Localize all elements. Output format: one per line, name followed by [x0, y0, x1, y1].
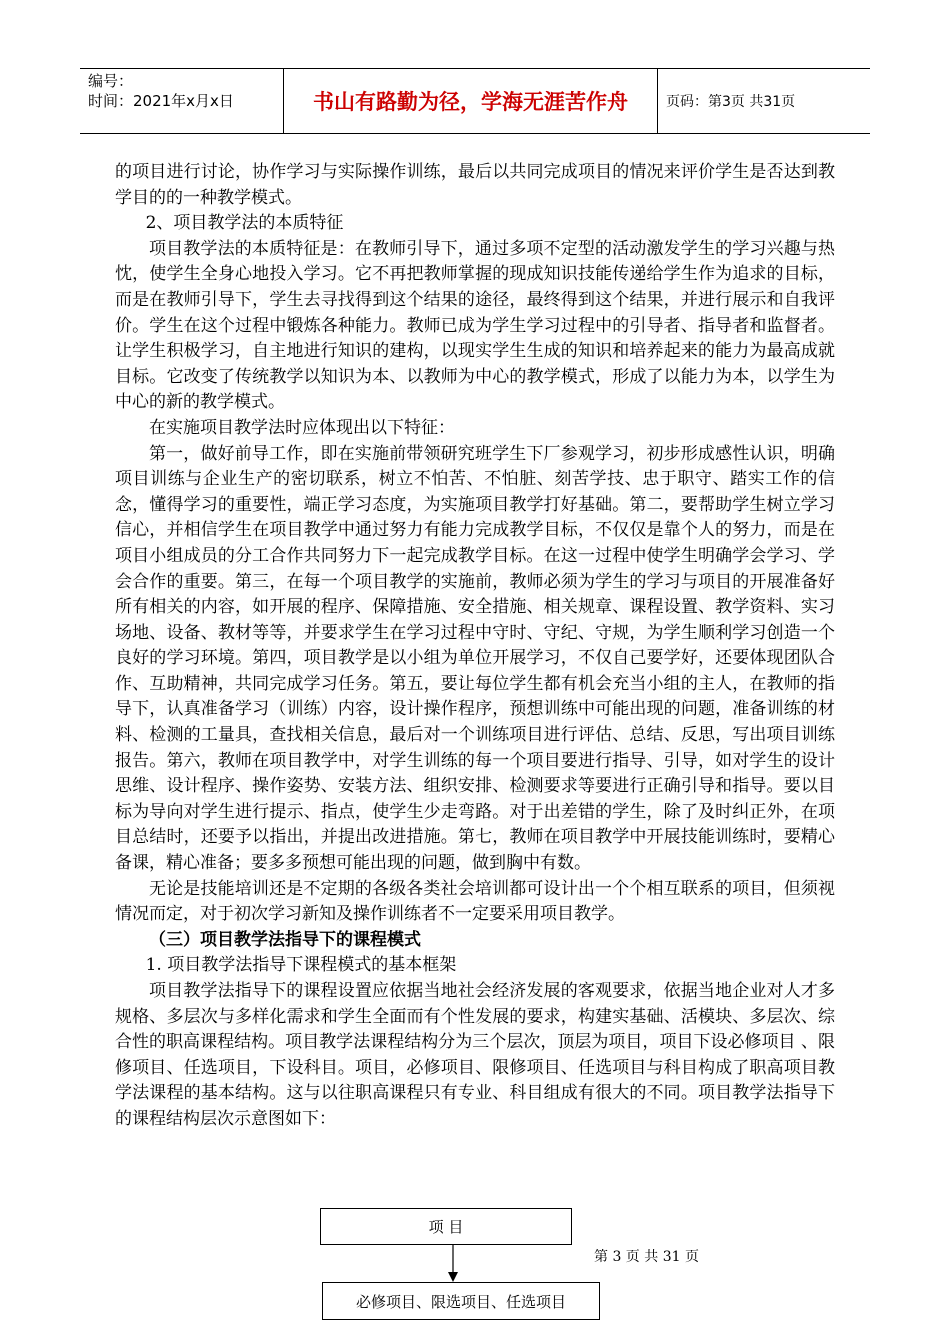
header-meta: [80, 69, 284, 133]
arrow-head: [448, 1272, 458, 1282]
section-heading: （三）项目教学法指导下的课程模式: [149, 929, 421, 950]
time-label: 时间：2021年x月x日: [88, 92, 234, 110]
paragraph: 无论是技能培训还是不定期的各级各类社会培训都可设计出一个个相互联系的项目，但须视情况而定，对于初次学习新知及操作训练者不一定要采用项目教学。: [115, 878, 835, 925]
paragraph: 第一，做好前导工作，即在实施前带领研究班学生下厂参观学习，初步形成感性认识，明确项目训练与企业生产的密切联系，树立不怕苦、不怕脏、刻苦学技、忠于职守、踏实工作的信念，懂得学习的重要性，端正学习态度，为实施项目教学打好基础。第二，要帮助学生树立学习信心，并相信学生在项目教学中通过努力有能力完成教学目标，不仅仅是靠个人的努力，而是在项目小组成员的分工合作共同努力下一起完成教学目标。在这一过程中使学生明确学会学习、学会合作的重要。第三，在每一个项目教学的实施前，教师必须为学生的学习与项目的开展准备好所有相关的内容，如开展的程序、保障措施、安全措施、相关规章、课程设置、教学资料、实习场地、设备、教材等等，并要求学生在学习过程中守时、守纪、守规，为学生顺利学习创造一个良好的学习环境。第四，项目教学是以小组为单位开展学习，不仅自己要学好，还要体现团队合作、互助精神，共同完成学习任务。第五，要让每位学生都有机会充当小组的主人，在教师的指导下，认真准备学习（训练）内容，设计操作程序，预想训练中可能出现的问题，准备训练的材料、检测的工量具，查找相关信息，最后对一个训练项目进行评估、总结、反思，写出项目训练报告。第六，教师在项目教学中，对学生训练的每一个项目要进行指导、引导，如对学生的设计思维、设计程序、操作姿势、安装方法、组织安排、检测要求等要进行正确引导和指导。要以目标为导向对学生进行提示、指点，使学生少走弯路。对于出差错的学生，除了及时纠正外，在项目总结时，还要予以指出，并提出改进措施。第七，教师在项目教学中开展技能训练时，要精心备课，精心准备；要多多预想可能出现的问题，做到胸中有数。: [115, 443, 835, 874]
footer-page-number: 第 3 页 共 31 页: [594, 1249, 699, 1265]
paragraph: 项目教学法的本质特征是：在教师引导下，通过多项不定型的活动激发学生的学习兴趣与热忱，使学生全身心地投入学习。它不再把教师掌握的现成知识技能传递给学生作为追求的目标，而是在教师引导下，学生去寻找得到这个结果的途径，最终得到这个结果，并进行展示和自我评价。学生在这个过程中锻炼各种能力。教师已成为学生学习过程中的引导者、指导者和监督者。让学生积极学习，自主地进行知识的建构，以现实学生生成的知识和培养起来的能力为最高成就目标。它改变了传统教学以知识为本、以教师为中心的教学模式，形成了以能力为本，以学生为中心的新的教学模式。: [115, 238, 835, 413]
header-page-label: 页码：第3页 共31页: [666, 94, 796, 110]
number-label: 编号：: [88, 72, 134, 90]
diagram-box-project: 项 目: [320, 1208, 572, 1245]
page-header: [80, 68, 870, 134]
subheading: 1. 项目教学法指导下课程模式的基本框架: [145, 955, 457, 976]
diagram-box-required-limited-optional: 必修项目、限选项目、任选项目: [322, 1282, 600, 1320]
paragraph: 项目教学法指导下的课程设置应依据当地社会经济发展的客观要求，依据当地企业对人才多规格、多层次与多样化需求和学生全面而有个性发展的要求，构建实基础、活模块、多层次、综合性的职高课程结构。项目教学法课程结构分为三个层次，顶层为项目，项目下设必修项目 、限修项目、任选项目，下设科目。项目，必修项目、限修项目、任选项目与科目构成了职高项目教学法课程的基本结构。这与以往职高课程只有专业、科目组成有很大的不同。项目教学法指导下的课程结构层次示意图如下：: [115, 981, 835, 1129]
paragraph: 在实施项目教学法时应体现出以下特征：: [149, 417, 455, 438]
document-body: [115, 160, 835, 1133]
paragraph: 的项目进行讨论，协作学习与实际操作训练，最后以共同完成项目的情况来评价学生是否达到教学目的的一种教学模式。: [115, 162, 835, 208]
header-motto: 书山有路勤为径，学海无涯苦作舟: [284, 69, 658, 133]
subheading: 2、项目教学法的本质特征: [145, 213, 344, 234]
